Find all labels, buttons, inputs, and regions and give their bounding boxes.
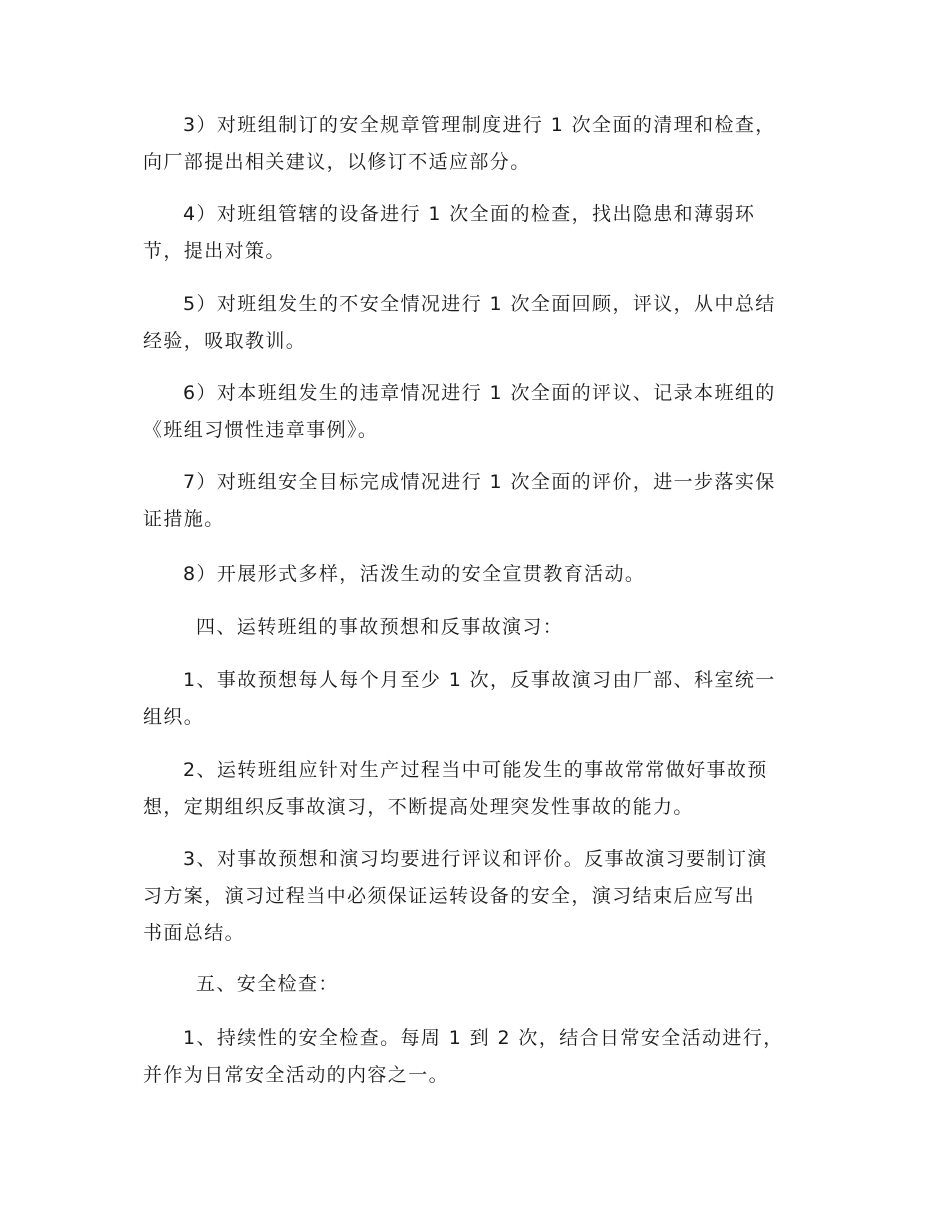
text-line: 想，定期组织反事故演习，不断提高处理突发性事故的能力。 — [143, 796, 694, 818]
section-4-item-1 — [143, 662, 813, 736]
text-line: 8）开展形式多样，活泼生动的安全宣贯教育活动。 — [183, 563, 646, 585]
paragraph-item-8 — [143, 556, 813, 593]
text-line: 3）对班组制订的安全规章管理制度进行 1 次全面的清理和检查， — [183, 114, 776, 136]
paragraph-item-7 — [143, 464, 813, 538]
text-line: 习方案，演习过程当中必须保证运转设备的安全，演习结束后应写出 — [143, 885, 756, 907]
paragraph-item-3 — [143, 107, 813, 181]
text-line: 书面总结。 — [143, 922, 246, 944]
paragraph-item-4 — [143, 196, 813, 270]
text-line: 3、对事故预想和演习均要进行评议和评价。反事故演习要制订演 — [183, 848, 768, 870]
text-line: 向厂部提出相关建议，以修订不适应部分。 — [143, 151, 531, 173]
text-line: 节，提出对策。 — [143, 240, 286, 262]
section-heading-5 — [143, 966, 813, 1003]
text-line: 组织。 — [143, 706, 205, 728]
paragraph-item-5 — [143, 286, 813, 360]
text-line: 《班组习惯性违章事例》。 — [143, 419, 379, 441]
heading-text: 四、运转班组的事故预想和反事故演习： — [196, 616, 564, 638]
section-4-item-2 — [143, 752, 813, 826]
section-4-item-3 — [143, 841, 813, 952]
section-heading-4 — [143, 609, 813, 646]
section-5-item-1 — [143, 1020, 813, 1094]
heading-text: 五、安全检查： — [196, 973, 339, 995]
paragraph-item-6 — [143, 375, 813, 449]
text-line: 证措施。 — [143, 508, 225, 530]
text-line: 1、持续性的安全检查。每周 1 到 2 次，结合日常安全活动进行， — [183, 1027, 784, 1049]
text-line: 1、事故预想每人每个月至少 1 次，反事故演习由厂部、科室统一 — [183, 669, 776, 691]
text-line: 2、运转班组应针对生产过程当中可能发生的事故常常做好事故预 — [183, 759, 768, 781]
text-line: 经验，吸取教训。 — [143, 330, 307, 352]
text-line: 5）对班组发生的不安全情况进行 1 次全面回顾，评议，从中总结 — [183, 293, 776, 315]
text-line: 7）对班组安全目标完成情况进行 1 次全面的评价，进一步落实保 — [183, 471, 776, 493]
text-line: 并作为日常安全活动的内容之一。 — [143, 1064, 450, 1086]
text-line: 4）对班组管辖的设备进行 1 次全面的检查，找出隐患和薄弱环 — [183, 203, 756, 225]
text-line: 6）对本班组发生的违章情况进行 1 次全面的评议、记录本班组的 — [183, 382, 776, 404]
